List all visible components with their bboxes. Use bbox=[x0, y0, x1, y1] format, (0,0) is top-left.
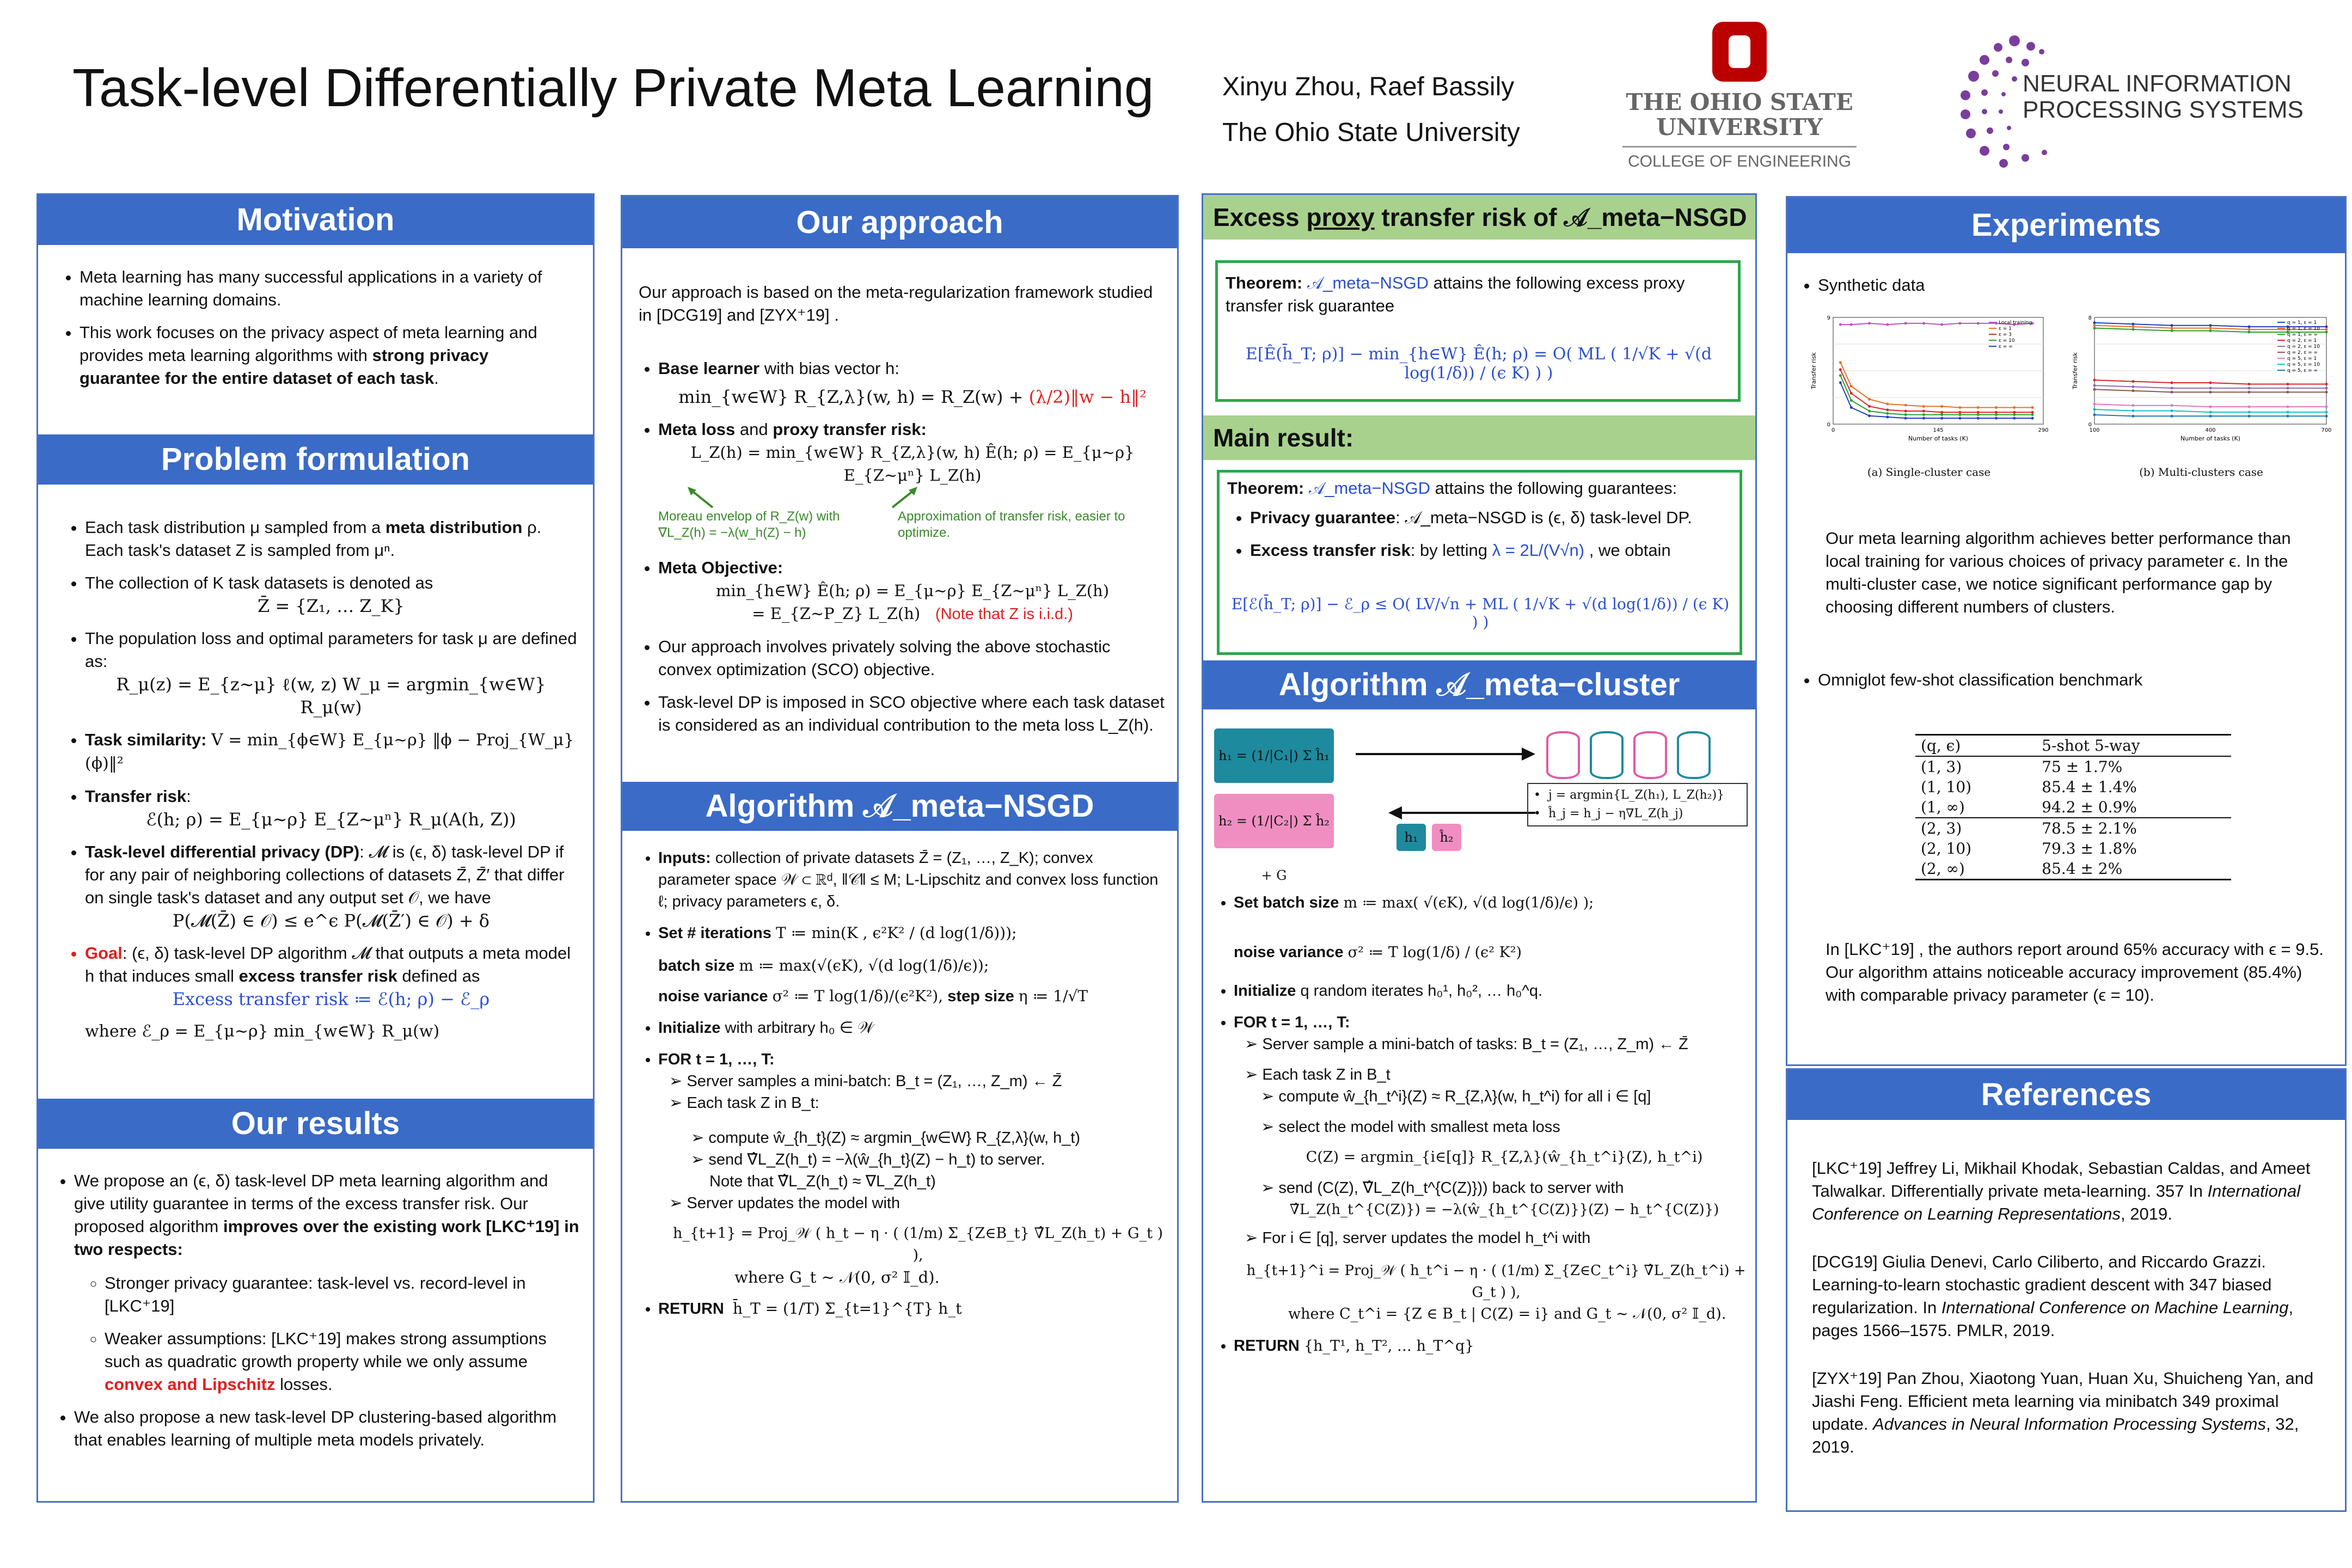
x-tick-label: 0 bbox=[1831, 427, 1835, 433]
data-point bbox=[2248, 411, 2251, 413]
data-point bbox=[1839, 361, 1842, 364]
data-point bbox=[2132, 385, 2135, 388]
algo1-header: Algorithm 𝒜_meta−NSGD bbox=[622, 782, 1177, 831]
column-1 bbox=[36, 193, 595, 1503]
problem-bullet-7: • Goal: (ϵ, δ) task-level DP algorithm 𝓜 that outputs a meta model h that induces small excess transfer risk defined as Excess transfer risk ≔ ℰ(h; ρ) − ℰ_ρ bbox=[85, 942, 577, 1010]
task-database-icon bbox=[1633, 731, 1667, 779]
motivation-bullet-1: • Meta learning has many successful applications in a variety of machine learning domains. bbox=[79, 266, 572, 311]
data-point bbox=[1868, 414, 1871, 417]
algo2-where: where C_t^i = {Z ∈ B_t | C(Z) = i} and G_t ∼ 𝒩(0, σ² 𝕀_d). bbox=[1288, 1306, 1726, 1322]
approach-note-2: Approximation of transfer risk, easier to optimize. bbox=[898, 509, 1125, 540]
data-point bbox=[1922, 417, 1925, 420]
data-point bbox=[2171, 324, 2173, 327]
chart-b-caption: (b) Multi-clusters case bbox=[2139, 465, 2263, 479]
main-result-header: Main result: bbox=[1203, 415, 1755, 460]
algo2-set: • Set batch size m ≔ max( √(ϵK), √(d log(1/δ)/ϵ) ); noise variance σ² ≔ T log(1/δ) / (ϵ² K²) bbox=[1234, 892, 1748, 964]
data-point bbox=[2209, 415, 2212, 418]
data-point bbox=[1904, 410, 1907, 413]
experiments-header: Experiments bbox=[1787, 198, 2345, 253]
data-point bbox=[1995, 411, 1998, 414]
reference-lkc19: [LKC⁺19] Jeffrey Li, Mikhail Khodak, Sebastian Caldas, and Ameet Talwalkar. Differentially private meta-learning. 357 In International Conference on Learning Representations, 2019. bbox=[1812, 1159, 2311, 1223]
data-point bbox=[1868, 398, 1871, 401]
problem-bullet-1: • Each task distribution μ sampled from a meta distribution ρ. Each task's dataset Z is sampled from μⁿ. bbox=[85, 516, 577, 562]
algo1-step-5: ➢ Server updates the model with bbox=[669, 1195, 901, 1212]
table-row: (1, 3) 75 ± 1.7% bbox=[1921, 758, 2123, 776]
main-excess: • Excess transfer risk: by letting λ = 2L/(V√n) , we obtain bbox=[1250, 539, 1731, 562]
algo1-step-3: ➢ compute ŵ_{h_t}(Z) ≈ argmin_{w∈W} R_{Z,λ}(w, h_t) bbox=[691, 1129, 1081, 1147]
data-point bbox=[2031, 417, 2034, 420]
data-point bbox=[2171, 327, 2173, 329]
data-point bbox=[2093, 327, 2096, 329]
reference-dcg19: [DCG19] Giulia Denevi, Carlo Ciliberto, and Riccardo Grazzi. Learning-to-learn stochastic gradient descent with 347 biased regularization. In International Conference on Machine Learning, pages 1566–1575. PMLR, 2019. bbox=[1812, 1252, 2294, 1340]
algo1-inputs: • Inputs: collection of private datasets Z̄ = (Z₁, …, Z_K); convex parameter space 𝒲 ⊂ ℝᵈ, ‖𝒞‖ ≤ M; L-Lipschitz and convex loss function ℓ; privacy parameters ϵ, δ. bbox=[658, 847, 1167, 912]
data-point bbox=[1958, 411, 1961, 414]
data-point bbox=[2248, 383, 2251, 385]
diagram-legend: • j = argmin{L_Z(h₁), L_Z(h₂)} • ĥ_j = h_j − η∇L_Z(h_j) bbox=[1527, 783, 1748, 826]
data-point bbox=[2209, 329, 2212, 332]
data-point bbox=[2325, 328, 2328, 331]
y-axis-label: Transfer risk bbox=[2072, 352, 2079, 389]
table-row: (1, 10) 85.4 ± 1.4% bbox=[1921, 778, 2137, 796]
data-point bbox=[2209, 382, 2212, 384]
data-point bbox=[1904, 322, 1907, 324]
algo1-step-4: ➢ send ∇̂L_Z(h_t) = −λ(ŵ_{h_t}(Z) − h_t) to server. bbox=[691, 1151, 1045, 1168]
data-point bbox=[1922, 322, 1925, 324]
algo2-step-1: ➢ Server sample a mini-batch of tasks: B_t = (Z₁, …, Z_m) ← Z̄ bbox=[1245, 1036, 1688, 1053]
data-point bbox=[1886, 323, 1889, 326]
data-point bbox=[2325, 387, 2328, 389]
data-point bbox=[2325, 415, 2328, 418]
data-point bbox=[2093, 408, 2096, 411]
data-point bbox=[1904, 417, 1907, 420]
problem-header: Problem formulation bbox=[38, 434, 593, 485]
data-point bbox=[2031, 413, 2034, 416]
chart-a-svg bbox=[1809, 312, 2049, 443]
data-point bbox=[1850, 385, 1853, 388]
data-point bbox=[2132, 409, 2135, 412]
y-tick-label: 0 bbox=[2088, 422, 2092, 428]
data-point bbox=[2013, 411, 2016, 414]
excess-header: Excess proxy transfer risk of 𝒜_meta−NSGD bbox=[1203, 195, 1755, 240]
data-point bbox=[2093, 413, 2096, 416]
x-tick-label: 145 bbox=[1933, 427, 1944, 433]
data-point bbox=[1922, 413, 1925, 416]
x-tick-label: 290 bbox=[2038, 427, 2049, 433]
table-row: (1, ∞) 94.2 ± 0.9% bbox=[1915, 797, 2231, 818]
excess-theorem-eq: E[Ê(h̄_T; ρ)] − min_{h∈W} Ê(h; ρ) = O( ML ( 1/√K + √(d log(1/δ)) / (ϵ K) ) ) bbox=[1245, 345, 1712, 383]
chart-a-caption: (a) Single-cluster case bbox=[1867, 465, 1991, 479]
data-point bbox=[2013, 406, 2016, 409]
algo2-step-4: ➢ select the model with smallest meta loss bbox=[1261, 1118, 1560, 1136]
legend-label: q = 5, ε = 1 bbox=[2287, 356, 2317, 362]
x-axis-label: Number of tasks (K) bbox=[1908, 435, 1968, 442]
data-point bbox=[1868, 405, 1871, 408]
data-point bbox=[2287, 391, 2289, 394]
osu-name-line1: THE OHIO STATE bbox=[1626, 89, 1853, 115]
data-point bbox=[1904, 413, 1907, 416]
data-point bbox=[2209, 391, 2212, 394]
algo2-step-2: ➢ Each task Z in B_t bbox=[1245, 1066, 1391, 1083]
data-point bbox=[2325, 406, 2328, 408]
data-point bbox=[1868, 322, 1871, 324]
data-point bbox=[2287, 387, 2289, 389]
data-point bbox=[1940, 417, 1943, 420]
neurips-name-line2: PROCESSING SYSTEMS bbox=[2023, 96, 2304, 123]
author-block bbox=[1222, 64, 1520, 156]
data-point bbox=[2093, 388, 2096, 391]
problem-where: where ℰ_ρ = E_{μ∼ρ} min_{w∈W} R_μ(w) bbox=[85, 1022, 440, 1041]
data-point bbox=[1922, 405, 1925, 408]
legend-label: ε = 10 bbox=[1999, 338, 2015, 344]
chart-b bbox=[2071, 312, 2332, 443]
data-point bbox=[2209, 324, 2212, 327]
diagram-arrows bbox=[1356, 742, 1541, 824]
legend-label: q = 1, ε = 1 bbox=[2287, 320, 2317, 326]
data-point bbox=[2287, 415, 2289, 418]
problem-bullet-5: • Transfer risk: ℰ(h; ρ) = E_{μ∼ρ} E_{Z∼μⁿ} R_μ(A(h, Z)) bbox=[85, 785, 577, 831]
approach-bullet-3: • Meta Objective: min_{h∈W} Ê(h; ρ) = E_{μ∼ρ} E_{Z∼μⁿ} L_Z(h) = E_{Z∼P_Z} L_Z(h) (Note that Z is i.i.d.) bbox=[658, 556, 1167, 626]
x-tick-label: 700 bbox=[2321, 427, 2332, 433]
data-point bbox=[1940, 405, 1943, 408]
data-point bbox=[2132, 326, 2135, 328]
legend-label: q = 2, ε = 10 bbox=[2287, 344, 2320, 350]
main-privacy: • Privacy guarantee: 𝒜_meta−NSGD is (ϵ, δ) task-level DP. bbox=[1250, 506, 1731, 529]
algo1-step-4b: Note that ∇̂L_Z(h_t) ≈ ∇L_Z(h_t) bbox=[709, 1173, 936, 1190]
algo2-return: • RETURN {h_T¹, h_T², … h_T^q} bbox=[1234, 1335, 1748, 1357]
task-database-icon bbox=[1546, 731, 1580, 779]
data-point bbox=[1958, 417, 1961, 420]
authors: Xinyu Zhou, Raef Bassily bbox=[1222, 72, 1515, 101]
column-4-experiments bbox=[1786, 196, 2347, 1066]
table-row: (2, 3) 78.5 ± 2.1% bbox=[1921, 819, 2137, 837]
data-point bbox=[1839, 368, 1842, 371]
algo1-step-1: ➢ Server samples a mini-batch: B_t = (Z₁, …, Z_m) ← Z̄ bbox=[669, 1073, 1062, 1090]
legend-label: q = 2, ε = ∞ bbox=[2287, 350, 2318, 356]
algo1-for: • FOR t = 1, …, T: ➢ Server samples a mini-batch: B_t = (Z₁, …, Z_m) ← Z̄ ➢ Each task Z in B_t: ➢ compute ŵ_{h_t}(Z) ≈ argmin_{w∈W} R_{Z,λ}(w, h_t) ➢ send ∇̂L_Z(h_t) = −λ(ŵ_{h_t}(Z) − h_t) to server. Note that ∇̂L_Z(h_t) ≈ ∇L_Z(h_t) ➢ Server updates the model with h_{t+1} = Proj_𝒲 ( h_t − η · ( (1/m) Σ_{Z∈B_t} ∇̂L_Z(h_t) + G_t ) ), where G_t ∼ 𝒩(0, σ² 𝕀_d). bbox=[658, 1049, 1167, 1288]
main-theorem-eq: E[ℰ(h̄_T; ρ)] − ℰ_ρ ≤ O( LV/√n + ML ( 1/√K + √(d log(1/δ)) / (ϵ K) ) ) bbox=[1231, 595, 1730, 631]
data-point bbox=[2209, 411, 2212, 413]
data-point bbox=[1886, 408, 1889, 411]
table-header-row: (q, ϵ) 5-shot 5-way bbox=[1915, 736, 2231, 756]
approach-bullet-1: • Base learner with bias vector h: min_{w∈W} R_{Z,λ}(w, h) = R_Z(w) + (λ/2)‖w − h‖² bbox=[658, 357, 1167, 408]
data-point bbox=[2132, 323, 2135, 326]
excess-theorem-box: Theorem: 𝒜_meta−NSGD attains the following excess proxy transfer risk guarantee E[Ê(h̄_T; ρ)] − min_{h∈W} Ê(h; ρ) = O( ML ( 1/√K + √(d log(1/δ)) / (ϵ K) ) ) bbox=[1215, 260, 1741, 402]
algo2-grad-eq: ∇̂L_Z(h_t^{C(Z)}) = −λ(ŵ_{h_t^{C(Z)}}(Z) − h_t^{C(Z)}) bbox=[1289, 1202, 1719, 1218]
data-point bbox=[2209, 406, 2212, 408]
data-point bbox=[2248, 387, 2251, 389]
data-point bbox=[1958, 322, 1961, 324]
data-point bbox=[2171, 387, 2173, 389]
y-tick-label: 9 bbox=[1827, 315, 1830, 321]
chart-b-svg bbox=[2071, 312, 2332, 443]
neurips-name-line1: NEURAL INFORMATION bbox=[2023, 70, 2292, 97]
problem-bullet-2: • The collection of K task datasets is denoted as Z̄ = {Z₁, … Z_K} bbox=[85, 572, 577, 617]
experiments-bullet-1: • Synthetic data bbox=[1787, 274, 2332, 307]
data-point bbox=[2171, 382, 2173, 384]
data-point bbox=[2093, 403, 2096, 406]
h2-chip: ĥ₂ bbox=[1432, 824, 1461, 851]
data-point bbox=[2248, 328, 2251, 331]
data-point bbox=[2093, 379, 2096, 382]
problem-bullet-6: • Task-level differential privacy (DP): 𝓜 is (ϵ, δ) task-level DP if for any pair of neighboring collections of datasets Z̄, Z̄′ that differ on single task's dataset and any output set 𝒪, we have P(𝓜(Z̄) ∈ 𝒪) ≤ e^ϵ P(𝓜(Z̄′) ∈ 𝒪) + δ bbox=[85, 841, 577, 932]
h2-box: h₂ = (1/|C₂|) Σ ĥ₂ + G bbox=[1214, 794, 1334, 848]
data-point bbox=[2248, 415, 2251, 418]
data-point bbox=[1977, 411, 1980, 414]
data-point bbox=[1940, 323, 1943, 326]
algo1-set: • Set # iterations T ≔ min(K , ϵ²K² / (d log(1/δ))); batch size m ≔ max(√(ϵK), √(d log(1/δ)/ϵ)); noise variance σ² ≔ T log(1/δ)/(ϵ²K²), step size η ≔ 1/√T bbox=[658, 922, 1167, 1007]
data-point bbox=[1977, 413, 1980, 416]
x-tick-label: 100 bbox=[2089, 427, 2100, 433]
osu-name-line2: UNIVERSITY bbox=[1656, 114, 1823, 140]
approach-bullet-2: • Meta loss and proxy transfer risk: L_Z(h) = min_{w∈W} R_{Z,λ}(w, h) Ê(h; ρ) = E_{μ∼ρ} E_{Z∼μⁿ} L_Z(h) Moreau envelop of R_Z(w) with ∇L_Z(h) = −λ(w_h(Z) − h) Approximation of transfer risk, easier to optimize. bbox=[658, 418, 1167, 547]
table-row: (2, ∞) 85.4 ± 2% bbox=[1921, 860, 2123, 878]
results-sub-1: ◦ Stronger privacy guarantee: task-level vs. record-level in [LKC⁺19] bbox=[105, 1272, 580, 1318]
affiliation: The Ohio State University bbox=[1222, 118, 1520, 147]
data-point bbox=[1940, 411, 1943, 414]
data-point bbox=[2171, 409, 2173, 412]
data-point bbox=[2171, 415, 2173, 418]
algo2-step-5: ➢ send (C(Z), ∇̂L_Z(h_t^{C(Z)})) back to server with bbox=[1261, 1179, 1624, 1197]
column-2 bbox=[621, 195, 1179, 1503]
data-point bbox=[2287, 411, 2289, 413]
results-list bbox=[44, 1169, 580, 1461]
data-point bbox=[2013, 413, 2016, 416]
osu-college: COLLEGE OF ENGINEERING bbox=[1627, 152, 1852, 170]
main-theorem-box: Theorem: 𝒜_meta−NSGD attains the following guarantees: • Privacy guarantee: 𝒜_meta−NSGD is (ϵ, δ) task-level DP. • Excess transfer risk: by letting λ = 2L/(V√n) , we obtain E[ℰ(h̄_T; ρ)] − ℰ_ρ ≤ O( LV/√n + ML ( 1/√K + √(d log(1/δ)) / (ϵ K) ) ) bbox=[1217, 470, 1742, 655]
poster-title: Task-level Differentially Private Meta Learning bbox=[72, 58, 1154, 118]
column-4-references bbox=[1786, 1068, 2347, 1512]
y-tick-label: 8 bbox=[2088, 315, 2092, 321]
algo2-header: Algorithm 𝒜_meta−cluster bbox=[1203, 660, 1755, 709]
experiments-bullet-2: • Omniglot few-shot classification benchmark bbox=[1787, 669, 2332, 701]
cluster-diagram bbox=[1214, 726, 1748, 884]
chart-a bbox=[1809, 312, 2049, 443]
results-header: Our results bbox=[38, 1099, 593, 1149]
data-point bbox=[2031, 406, 2034, 409]
algo2-step-3: ➢ compute ŵ_{h_t^i}(Z) ≈ R_{Z,λ}(w, h_t^i) for all i ∈ [q] bbox=[1261, 1088, 1651, 1105]
data-point bbox=[1977, 417, 1980, 420]
legend-label: ε = ∞ bbox=[1999, 344, 2013, 350]
data-point bbox=[2248, 406, 2251, 408]
data-point bbox=[2093, 324, 2096, 327]
legend-label: q = 5, ε = ∞ bbox=[2287, 368, 2318, 373]
data-point bbox=[2132, 404, 2135, 407]
data-point bbox=[1886, 402, 1889, 405]
experiments-para-2: In [LKC⁺19] , the authors report around 65% accuracy with ϵ = 9.5. Our algorithm attains noticeable accuracy improvement (85.4%) with comparable privacy parameter (ϵ = 10). bbox=[1826, 940, 2324, 1004]
data-point bbox=[2287, 383, 2289, 385]
data-point bbox=[2325, 411, 2328, 413]
data-point bbox=[2132, 415, 2135, 418]
x-axis-label: Number of tasks (K) bbox=[2180, 435, 2240, 442]
data-point bbox=[1850, 399, 1853, 402]
data-point bbox=[1958, 406, 1961, 409]
data-point bbox=[1922, 410, 1925, 413]
problem-list bbox=[54, 516, 577, 1043]
data-point bbox=[1839, 374, 1842, 377]
column-3 bbox=[1202, 193, 1757, 1503]
data-point bbox=[1995, 417, 1998, 420]
data-point bbox=[2171, 404, 2173, 407]
algo2-init: • Initialize q random iterates h₀¹, h₀², … h₀^q. bbox=[1234, 980, 1748, 1002]
approach-list bbox=[628, 357, 1167, 746]
osu-divider bbox=[1622, 146, 1857, 148]
table-row: (2, 10) 79.3 ± 1.8% bbox=[1921, 840, 2137, 857]
data-point bbox=[1886, 415, 1889, 418]
algo1-update-eq: h_{t+1} = Proj_𝒲 ( h_t − η · ( (1/m) Σ_{Z∈B_t} ∇̂L_Z(h_t) + G_t ) ), bbox=[672, 1225, 1163, 1264]
motivation-header: Motivation bbox=[38, 195, 593, 245]
results-bullet-1: • We propose an (ϵ, δ) task-level DP meta learning algorithm and give utility guarantee in terms of the excess transfer risk. Our proposed algorithm improves over the existing work [LKC⁺19] in two respects: ◦ Stronger privacy guarantee: task-level vs. record-level in [LKC⁺19] ◦ Weaker assumptions: [LKC⁺19] makes strong assumptions such as quadratic growth property while we only assume convex and Lipschitz losses. bbox=[74, 1169, 580, 1396]
data-point bbox=[2209, 327, 2212, 329]
task-database-icon bbox=[1677, 731, 1711, 779]
results-sub-2: ◦ Weaker assumptions: [LKC⁺19] makes strong assumptions such as quadratic growth property while we only assume convex and Lipschitz losses. bbox=[105, 1327, 580, 1396]
motivation-list bbox=[49, 266, 572, 400]
data-point bbox=[1850, 392, 1853, 395]
legend-label: Local training bbox=[1999, 320, 2032, 326]
results-bullet-2: • We also propose a new task-level DP clustering-based algorithm that enables learning of multiple meta models privately. bbox=[74, 1406, 580, 1451]
approach-note-1: Moreau envelop of R_Z(w) with ∇L_Z(h) = −λ(w_h(Z) − h) bbox=[658, 509, 840, 540]
approach-intro: Our approach is based on the meta-regularization framework studied in [DCG19] and [ZYX⁺19] . bbox=[639, 283, 1153, 324]
data-point bbox=[2325, 326, 2328, 328]
omniglot-table bbox=[1915, 734, 2231, 880]
h1-box: h₁ = (1/|C₁|) Σ ĥ₁ bbox=[1214, 728, 1334, 783]
data-point bbox=[1977, 406, 1980, 409]
data-point bbox=[1886, 412, 1889, 415]
references-header: References bbox=[1787, 1070, 2345, 1120]
data-point bbox=[1995, 406, 1998, 409]
algo2-step-6: ➢ For i ∈ [q], server updates the model h_t^i with bbox=[1245, 1229, 1591, 1247]
data-point bbox=[1850, 323, 1853, 326]
data-point bbox=[2325, 330, 2328, 333]
reference-zyx19: [ZYX⁺19] Pan Zhou, Xiaotong Yuan, Huan Xu, Shuicheng Yan, and Jiashi Feng. Efficient meta learning via minibatch 349 proximal update. Advances in Neural Information Processing Systems, 32, 2019. bbox=[1812, 1369, 2314, 1456]
x-tick-label: 400 bbox=[2205, 427, 2216, 433]
algo1-list bbox=[628, 847, 1167, 1330]
legend-label: q = 5, ε = 10 bbox=[2287, 362, 2320, 367]
motivation-bullet-2: • This work focuses on the privacy aspect of meta learning and provides meta learning algorithms with strong privacy guarantee for the entire dataset of each task. bbox=[79, 321, 572, 390]
data-point bbox=[2093, 384, 2096, 387]
algo1-where: where G_t ∼ 𝒩(0, σ² 𝕀_d). bbox=[734, 1268, 940, 1287]
data-point bbox=[1904, 404, 1907, 407]
approach-bullet-4: • Our approach involves privately solving the above stochastic convex optimization (SCO) objective. bbox=[658, 635, 1167, 681]
data-point bbox=[1850, 406, 1853, 409]
data-point bbox=[1839, 381, 1842, 384]
data-point bbox=[2132, 389, 2135, 392]
data-point bbox=[2248, 391, 2251, 394]
osu-logo bbox=[1622, 16, 1857, 180]
data-point bbox=[1839, 323, 1842, 326]
algo2-cz-eq: C(Z) = argmin_{i∈[q]} R_{Z,λ}(ŵ_{h_t^i}(Z), h_t^i) bbox=[1306, 1149, 1703, 1166]
data-point bbox=[1958, 413, 1961, 416]
data-point bbox=[2013, 417, 2016, 420]
data-point bbox=[2248, 330, 2251, 333]
problem-bullet-4: • Task similarity: V = min_{ϕ∈W} E_{μ∼ρ} ‖ϕ − Proj_{W_μ}(ϕ)‖² bbox=[85, 728, 577, 775]
legend-label: q = 1, ε = 10 bbox=[2287, 326, 2320, 332]
y-axis-label: Transfer risk bbox=[1810, 352, 1817, 389]
references-list bbox=[1812, 1157, 2318, 1484]
algo1-return: • RETURN h̄_T = (1/T) Σ_{t=1}^{T} h_t bbox=[658, 1298, 1167, 1320]
data-point bbox=[2171, 329, 2173, 332]
data-point bbox=[2171, 391, 2173, 394]
data-point bbox=[1977, 322, 1980, 324]
data-point bbox=[2287, 406, 2289, 408]
task-database-icon bbox=[1590, 731, 1624, 779]
data-point bbox=[2031, 411, 2034, 414]
approach-bullet-5: • Task-level DP is imposed in SCO objective where each task dataset is considered as an individual contribution to the meta loss L_Z(h). bbox=[658, 691, 1167, 737]
algo2-update-eq: h_{t+1}^i = Proj_𝒲 ( h_t^i − η · ( (1/m) Σ_{Z∈C_t^i} ∇̂L_Z(h_t^i) + G_t ) ), bbox=[1246, 1263, 1746, 1301]
h1-chip: h₁ bbox=[1396, 824, 1426, 851]
experiments-para-1: Our meta learning algorithm achieves better performance than local training for various choices of privacy parameter ϵ. In the multi-cluster case, we notice significant performance gap by choosing different numbers of clusters. bbox=[1826, 529, 2291, 616]
legend-label: ε = 3 bbox=[1999, 332, 2012, 338]
approach-header: Our approach bbox=[622, 197, 1177, 248]
data-point bbox=[2325, 391, 2328, 394]
legend-label: q = 1, ε = ∞ bbox=[2287, 332, 2318, 338]
algo1-init: • Initialize with arbitrary h₀ ∈ 𝒲 bbox=[658, 1017, 1167, 1039]
problem-bullet-3: • The population loss and optimal parameters for task μ are defined as: R_μ(z) = E_{z∼μ} ℓ(w, z) W_μ = argmin_{w∈W} R_μ(w) bbox=[85, 627, 577, 719]
data-point bbox=[1995, 413, 1998, 416]
data-point bbox=[1940, 413, 1943, 416]
data-point bbox=[2093, 321, 2096, 324]
approach-arrows bbox=[680, 487, 963, 509]
data-point bbox=[2248, 326, 2251, 328]
algo2-list bbox=[1203, 892, 1748, 1367]
algo2-for: • FOR t = 1, …, T: ➢ Server sample a mini-batch of tasks: B_t = (Z₁, …, Z_m) ← Z̄ ➢ Each task Z in B_t ➢ compute ŵ_{h_t^i}(Z) ≈ R_{Z,λ}(w, h_t^i) for all i ∈ [q] ➢ select the model with smallest meta loss C(Z) = argmin_{i∈[q]} R_{Z,λ}(ŵ_{h_t^i}(Z), h_t^i) ➢ send (C(Z), ∇̂L_Z(h_t^{C(Z)})) back to server with ∇̂L_Z(h_t^{C(Z)}) = −λ(ŵ_{h_t^{C(Z)}}(Z) − h_t^{C(Z)}) ➢ For i ∈ [q], server updates the model h_t^i with h_{t+1}^i = Proj_𝒲 ( h_t^i − η · ( (1/m) Σ_{Z∈C_t^i} ∇̂L_Z(h_t^i) + G_t ) ), where C_t^i = {Z ∈ B_t | C(Z) = i} and G_t ∼ 𝒩(0, σ² 𝕀_d). bbox=[1234, 1012, 1748, 1325]
data-point bbox=[1868, 410, 1871, 413]
data-point bbox=[2325, 383, 2328, 385]
legend-label: q = 2, ε = 1 bbox=[2287, 338, 2317, 344]
data-point bbox=[2209, 387, 2212, 389]
legend-label: ε = 1 bbox=[1999, 326, 2012, 332]
data-point bbox=[2132, 380, 2135, 383]
neurips-logo bbox=[1955, 30, 2330, 171]
y-tick-label: 0 bbox=[1827, 422, 1830, 428]
data-point bbox=[2132, 328, 2135, 331]
algo1-step-2: ➢ Each task Z in B_t: bbox=[669, 1094, 819, 1112]
